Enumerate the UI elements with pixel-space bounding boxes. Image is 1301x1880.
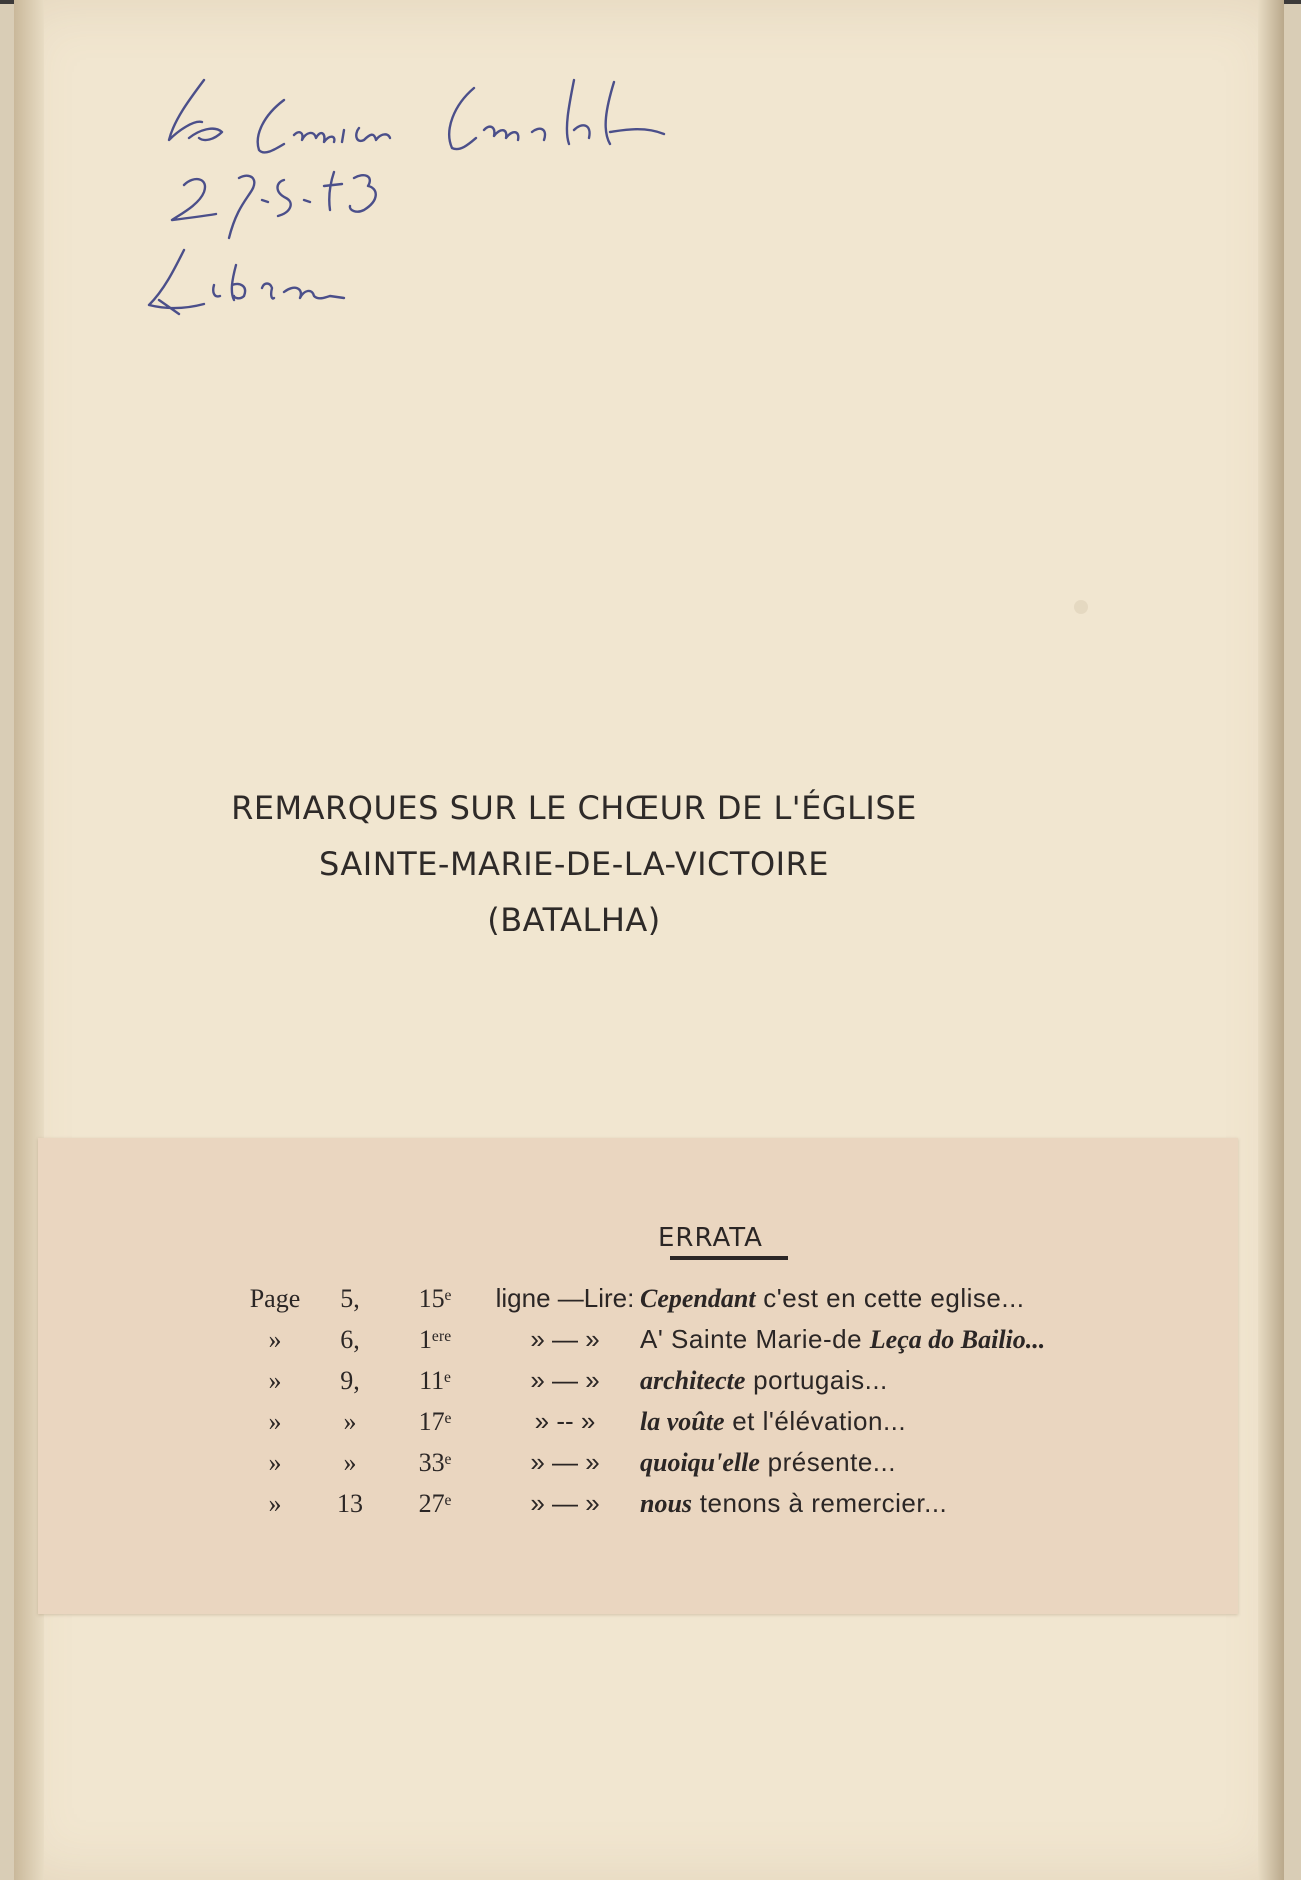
errata-correction xyxy=(640,1278,1045,1319)
errata-line-number: 15ᵉ xyxy=(418,1283,452,1313)
errata-row xyxy=(230,1401,1045,1442)
errata-rest: présente... xyxy=(759,1447,896,1477)
errata-heading-underline xyxy=(670,1256,788,1260)
errata-page: » xyxy=(268,1488,282,1518)
errata-line-number: 27ᵉ xyxy=(418,1488,452,1518)
errata-page-number: » xyxy=(343,1406,357,1436)
errata-emphasis: nous xyxy=(640,1489,693,1518)
errata-line-number: 17ᵉ xyxy=(418,1406,452,1436)
errata-page: » xyxy=(268,1365,282,1395)
errata-rest: portugais... xyxy=(745,1365,888,1395)
errata-page: » xyxy=(268,1324,282,1354)
errata-line-number: 33ᵉ xyxy=(418,1447,452,1477)
errata-heading: ERRATA xyxy=(658,1223,763,1253)
errata-rest: c'est en cette eglise... xyxy=(755,1283,1025,1313)
errata-rest: tenons à remercier... xyxy=(692,1488,948,1518)
title-line-3: (BATALHA) xyxy=(487,901,661,939)
page-right-edge xyxy=(1258,0,1284,1880)
errata-table xyxy=(230,1278,1045,1524)
errata-rest: et l'élévation... xyxy=(724,1406,907,1436)
errata-slip xyxy=(38,1138,1238,1614)
errata-prefix: A' Sainte Marie-de xyxy=(640,1324,870,1354)
errata-emphasis: la voûte xyxy=(640,1407,725,1436)
show-through-ghost xyxy=(234,450,1014,750)
errata-row xyxy=(230,1360,1045,1401)
errata-page-number: » xyxy=(343,1447,357,1477)
errata-page: Page xyxy=(249,1283,301,1313)
errata-correction xyxy=(640,1401,1045,1442)
errata-correction xyxy=(640,1360,1045,1401)
errata-lire: » — » xyxy=(530,1447,600,1477)
errata-row xyxy=(230,1278,1045,1319)
errata-row xyxy=(230,1442,1045,1483)
errata-page: » xyxy=(268,1406,282,1436)
errata-emphasis: Leça do Bailio... xyxy=(869,1325,1046,1354)
errata-correction xyxy=(640,1442,1045,1483)
title-line-1: REMARQUES SUR LE CHŒUR DE L'ÉGLISE xyxy=(231,789,917,827)
paper-stain xyxy=(1074,600,1088,614)
errata-table-body xyxy=(230,1278,1045,1524)
errata-lire: » — » xyxy=(530,1365,600,1395)
errata-line-number: 11ᵉ xyxy=(419,1365,451,1395)
errata-line-number: 1ᵉʳᵉ xyxy=(419,1324,451,1354)
errata-lire: ligne —Lire: xyxy=(495,1283,635,1313)
errata-emphasis: architecte xyxy=(640,1366,746,1395)
document-title xyxy=(174,780,974,948)
errata-page-number: 5, xyxy=(340,1283,360,1313)
errata-page-number: 9, xyxy=(340,1365,360,1395)
errata-row xyxy=(230,1483,1045,1524)
errata-emphasis: quoiqu'elle xyxy=(640,1448,760,1477)
handwriting-signature-drawing xyxy=(144,60,844,360)
errata-page-number: 6, xyxy=(340,1324,360,1354)
errata-emphasis: Cependant xyxy=(640,1284,756,1313)
title-line-2: SAINTE-MARIE-DE-LA-VICTOIRE xyxy=(318,845,830,883)
errata-correction xyxy=(640,1319,1045,1360)
errata-correction xyxy=(640,1483,1045,1524)
errata-lire: » -- » xyxy=(534,1406,596,1436)
errata-lire: » — » xyxy=(530,1324,600,1354)
errata-lire: » — » xyxy=(530,1488,600,1518)
handwritten-inscription xyxy=(144,60,844,360)
errata-page-number: 13 xyxy=(337,1488,363,1518)
errata-row xyxy=(230,1319,1045,1360)
errata-page: » xyxy=(268,1447,282,1477)
